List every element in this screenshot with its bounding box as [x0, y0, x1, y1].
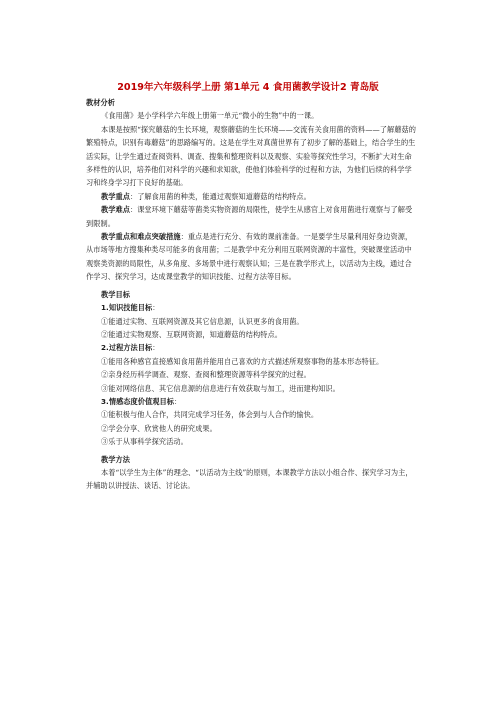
key-point-text: ：了解食用菌的种类，能通过观察知道蘑菇的结构特点。: [129, 191, 311, 201]
goal2-colon: ：: [152, 343, 160, 353]
methods-paragraph: 本着“以学生为主体”的理念、“以活动为主线”的原则，本课教学方法以小组合作、探究学习为主，并辅助以讲授法、谈话、讨论法。: [86, 467, 413, 491]
goal1-item: ②能通过实物观察、互联网资源，知道蘑菇的结构特点。: [101, 329, 282, 339]
difficulty-label: 教学难点: [101, 205, 130, 215]
analysis-paragraph-1: 《食用菌》是小学科学六年级上册第一单元“微小的生物”中的一课。: [101, 111, 319, 121]
key-point-paragraph: [86, 190, 416, 203]
difficulty-text: ：课堂环境下蘑菇等菌类实物资源的局限性，使学生从感官上对食用菌进行观察与了解受到限制。: [86, 205, 413, 228]
measures-paragraph: [86, 230, 416, 284]
goal3-heading-line: [86, 395, 416, 408]
key-point-label: 教学重点: [101, 191, 130, 201]
goal2-item: ②亲身经历科学调查、观察、查阅和整理资源等科学探究的过程。: [101, 370, 311, 380]
goal1-item: ①能通过实物、互联网资源及其它信息源，认识更多的食用菌。: [101, 316, 304, 326]
goal2-item: ①能用各种感官直接感知食用菌并能用自己喜欢的方式描述所观察事物的基本形态特征。: [101, 356, 384, 366]
analysis-paragraph-2: 本课是按照“探究蘑菇的生长环境，观察蘑菇的生长环境——交流有关食用菌的资料——了解蘑菇的繁殖特点，识别有毒蘑菇”的思路编写的。这是在学生对真菌世界有了初步了解的基础上，结合学生的生活实际，让学生通过查阅资料、调查、搜集和整理资料以及观察、实验等探究性学习，不断扩大对生命多样性的认识，培养他们对科学的兴趣和求知欲，使他们体验科学的过程和方法，为他们后续的科学学习和终身学习打下良好的基础。: [86, 124, 416, 188]
goal1-heading-line: [86, 301, 416, 314]
goal3-item: ③乐于从事科学探究活动。: [101, 437, 188, 447]
document-body: [86, 96, 416, 493]
difficulty-paragraph: [86, 203, 416, 230]
measures-text: ：重点是进行充分、有效的课前准备。一是要学生尽量利用好身边资源，从市场等地方搜集种类尽可能多的食用菌；二是教学中充分利用互联网资源的丰富性，突破课堂活动中观察类资源的局限性，从多角度、多场景中进行观察认知；三是在教学形式上，以活动为主线，通过合作学习、探究学习，达成课堂教学的知识技能、过程方法等目标。: [86, 232, 413, 282]
document-title: 2019年六年级科学上册 第1单元 4 食用菌教学设计2 青岛版: [117, 82, 379, 93]
goal3-item: ①能积极与他人合作，共同完成学习任务，体会到与人合作的愉快。: [101, 410, 319, 420]
goal3-item: ②学会分享、欣赏他人的研究成果。: [101, 423, 217, 433]
goal3-colon: ：: [173, 396, 182, 406]
goal2-heading: 2.过程方法目标: [101, 343, 153, 353]
methods-heading: 教学方法: [101, 454, 130, 464]
goal1-colon: ：: [152, 303, 160, 313]
goals-heading: 教学目标: [101, 289, 130, 299]
goal3-heading: 3.情感态度价值观目标: [101, 396, 174, 406]
goal1-heading: 1.知识技能目标: [101, 303, 153, 313]
goal2-heading-line: [86, 341, 416, 354]
measures-label: 教学重点和难点突破措施: [101, 232, 181, 242]
goal2-item: ③能对网络信息、其它信息源的信息进行有效获取与加工，进而建构知识。: [101, 383, 340, 393]
analysis-heading: 教材分析: [86, 98, 115, 107]
